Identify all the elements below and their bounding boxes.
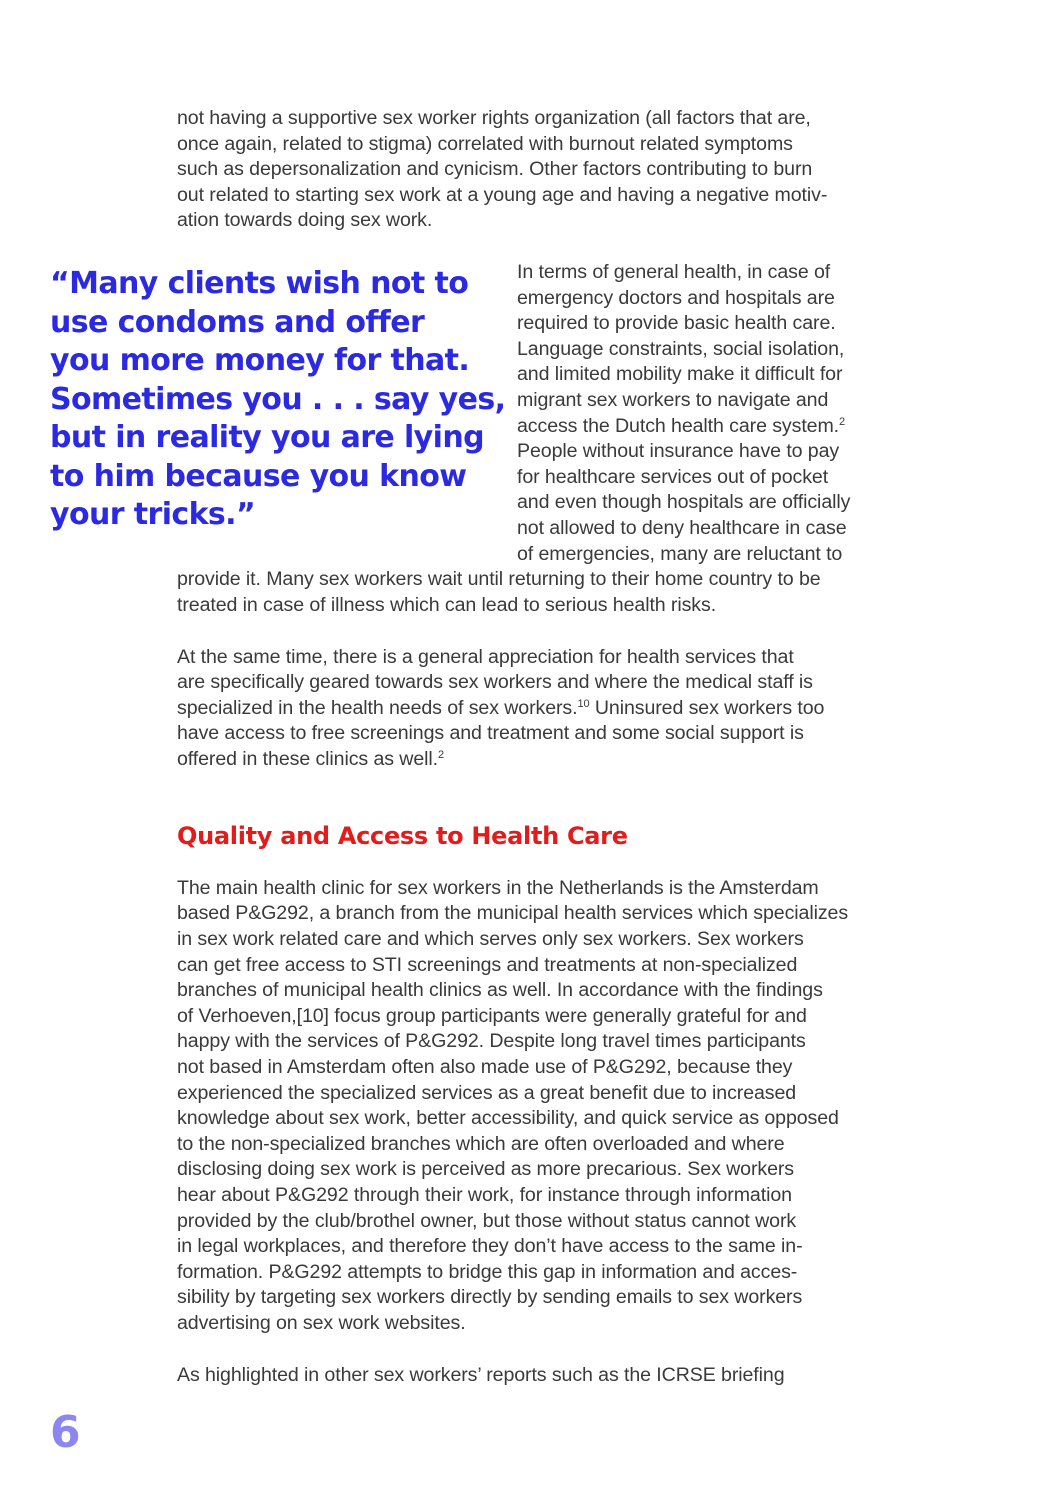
section-heading: Quality and Access to Health Care [177,822,628,850]
text-line: of emergencies, many are reluctant to [517,543,843,565]
text-line: once again, related to stigma) correlated with burnout related symptoms [177,133,793,155]
text-line: People without insurance have to pay [517,440,840,462]
text-line: The main health clinic for sex workers in the Netherlands is the Amsterdam [177,877,819,899]
text-line: have access to free screenings and treatment and some social support is [177,722,804,744]
text-line: advertising on sex work websites. [177,1312,466,1334]
text-line: and limited mobility make it difficult for [517,363,843,385]
text-line: migrant sex workers to navigate and [517,389,829,411]
text-line: out related to starting sex work at a young age and having a negative motiv- [177,184,828,206]
quote-line: to him because you know [50,459,467,494]
text-line: of Verhoeven,[10] focus group participants were generally grateful for and [177,1005,807,1027]
text-line [177,696,824,722]
text-line: hear about P&G292 through their work, for instance through information [177,1184,792,1206]
text-line: and even though hospitals are officially [517,491,851,513]
text-line: such as depersonalization and cynicism. Other factors contributing to burn [177,158,813,180]
text-line: based P&G292, a branch from the municipal health services which specializes [177,902,849,924]
text-line: sibility by targeting sex workers directly by sending emails to sex workers [177,1286,803,1308]
text-line: provide it. Many sex workers wait until returning to their home country to be [177,568,821,590]
text-span: offered in these clinics as well. [177,748,438,770]
text-line: provided by the club/brothel owner, but those without status cannot work [177,1210,797,1232]
text-line: Language constraints, social isolation, [517,338,845,360]
text-line: in legal workplaces, and therefore they don’t have access to the same in- [177,1235,803,1257]
text-span: Uninsured sex workers too [589,697,825,719]
text-line: happy with the services of P&G292. Despite long travel times participants [177,1030,806,1052]
text-line: to the non-specialized branches which are often overloaded and where [177,1133,785,1155]
footnote-ref: 10 [577,698,590,710]
text-line: formation. P&G292 attempts to bridge this gap in information and acces- [177,1261,798,1283]
text-line: ation towards doing sex work. [177,209,433,231]
final-line: As highlighted in other sex workers’ reports such as the ICRSE briefing [177,1364,785,1386]
text-line: treated in case of illness which can lead to serious health risks. [177,594,717,616]
text-line: required to provide basic health care. [517,312,836,334]
text-line [177,747,444,773]
footnote-ref: 2 [438,749,445,761]
page-number: 6 [50,1407,81,1458]
text-line: knowledge about sex work, better accessibility, and quick service as opposed [177,1107,839,1129]
text-span: specialized in the health needs of sex workers. [177,697,578,719]
text-line: in sex work related care and which serves only sex workers. Sex workers [177,928,804,950]
text-line [517,414,845,440]
text-line: branches of municipal health clinics as well. In accordance with the findings [177,979,823,1001]
text-line: In terms of general health, in case of [517,261,831,283]
quote-line: but in reality you are lying [50,420,484,455]
quote-line: “Many clients wish not to [50,266,469,301]
quote-line: you more money for that. [50,343,470,378]
quote-line: Sometimes you . . . say yes, [50,382,506,417]
text-line: disclosing doing sex work is perceived as more precarious. Sex workers [177,1158,794,1180]
footnote-ref: 2 [839,416,846,428]
text-span: access the Dutch health care system. [517,415,840,437]
text-line: not having a supportive sex worker rights organization (all factors that are, [177,107,811,129]
text-line: can get free access to STI screenings and treatments at non-specialized [177,954,798,976]
text-line: emergency doctors and hospitals are [517,287,835,309]
text-line: not based in Amsterdam often also made use of P&G292, because they [177,1056,793,1078]
text-line: for healthcare services out of pocket [517,466,829,488]
text-line: are specifically geared towards sex workers and where the medical staff is [177,671,813,693]
quote-line: your tricks.” [50,497,256,532]
text-line: At the same time, there is a general appreciation for health services that [177,646,794,668]
quote-line: use condoms and offer [50,305,425,340]
text-line: not allowed to deny healthcare in case [517,517,847,539]
text-line: experienced the specialized services as a great benefit due to increased [177,1082,797,1104]
